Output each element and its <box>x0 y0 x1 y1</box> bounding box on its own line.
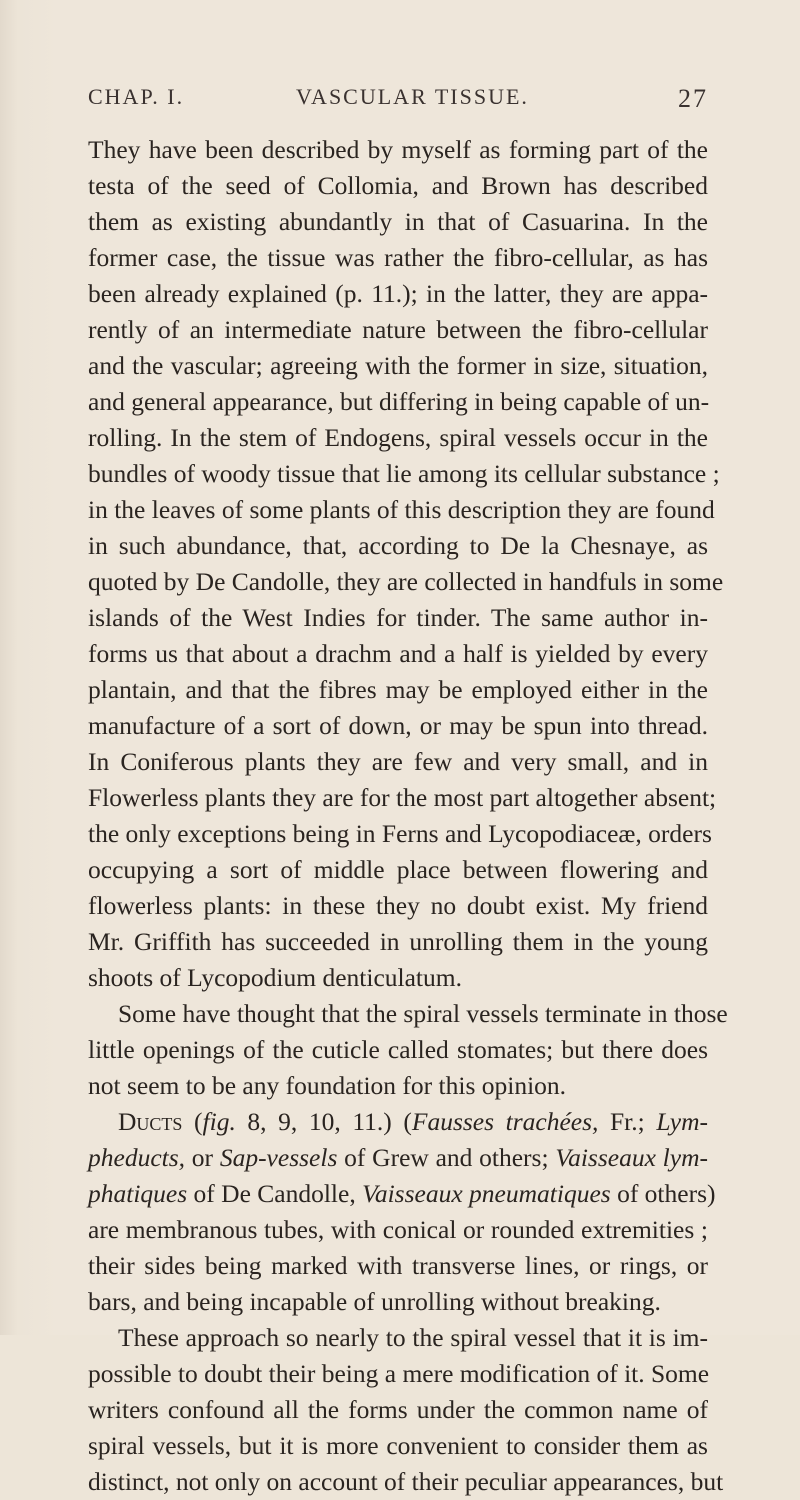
paragraph-3 <box>88 1104 716 1320</box>
section-title: VASCULAR TISSUE. <box>296 84 529 109</box>
text-line: spiral vessels, but it is more convenient to consider them as <box>88 1431 708 1460</box>
text-line: are membranous tubes, with conical or rounded extremities ; <box>88 1215 708 1244</box>
text-line: They have been described by myself as forming part of the <box>88 135 708 164</box>
text-line: These approach so nearly to the spiral vessel that it is im- <box>118 1323 708 1352</box>
text-line: bars, and being incapable of unrolling without breaking. <box>88 1287 661 1316</box>
paragraph-4 <box>88 1320 724 1500</box>
text-run-italic: pheducts, <box>88 1143 186 1172</box>
text-line: in the leaves of some plants of this description they are found <box>88 495 715 524</box>
text-run-italic: Lym- <box>656 1107 708 1136</box>
paragraph-1 <box>88 132 724 996</box>
running-head <box>88 84 708 118</box>
text-line: the only exceptions being in Ferns and Lycopodiaceæ, orders <box>88 819 712 848</box>
text-line: in such abundance, that, according to De la Chesnaye, as <box>88 531 708 560</box>
text-line: former case, the tissue was rather the fibro-cellular, as has <box>88 243 708 272</box>
page-number: 27 <box>678 84 708 113</box>
text-line <box>88 1104 708 1140</box>
text-line: bundles of woody tissue that lie among its cellular substance ; <box>88 459 720 488</box>
text-line: Mr. Griffith has succeeded in unrolling them in the young <box>88 927 708 956</box>
text-line: shoots of Lycopodium denticulatum. <box>88 963 462 992</box>
text-line: not seem to be any foundation for this opinion. <box>88 1071 567 1100</box>
chapter-label: CHAP. I. <box>88 84 185 109</box>
text-line: little openings of the cuticle called stomates; but there does <box>88 1035 708 1064</box>
text-line: and general appearance, but differing in being capable of un- <box>88 387 710 416</box>
text-run-italic: phatiques <box>88 1179 188 1208</box>
text-line: testa of the seed of Collomia, and Brown has described <box>88 171 708 200</box>
text-line: occupying a sort of middle place between flowering and <box>88 855 708 884</box>
text-line: In Coniferous plants they are few and very small, and in <box>88 747 708 776</box>
text-line: and the vascular; agreeing with the former in size, situation, <box>88 351 708 380</box>
text-run-italic: Sap-vessels <box>219 1143 338 1172</box>
text-run-italic: fig. <box>202 1107 236 1136</box>
text-line: Flowerless plants they are for the most part altogether absent; <box>88 783 717 812</box>
text-line: rolling. In the stem of Endogens, spiral vessels occur in the <box>88 423 708 452</box>
text-run-italic: Vaisseaux lym- <box>555 1143 708 1172</box>
text-run: Fr.; <box>598 1107 657 1136</box>
text-line: their sides being marked with transverse lines, or rings, or <box>88 1251 708 1280</box>
text-line: manufacture of a sort of down, or may be spun into thread. <box>88 711 708 740</box>
paragraph-2 <box>88 996 728 1104</box>
text-line <box>88 1140 708 1176</box>
text-line: quoted by De Candolle, they are collected in handfuls in some <box>88 567 724 596</box>
text-run-italic: Fausses trachées, <box>411 1107 599 1136</box>
text-line <box>88 1176 716 1212</box>
text-run: ( <box>182 1107 203 1136</box>
text-line: rently of an intermediate nature between the fibro-cellular <box>88 315 708 344</box>
text-line: been already explained (p. 11.); in the latter, they are appa- <box>88 279 708 308</box>
text-run: 8, 9, 10, 11.) ( <box>235 1107 412 1136</box>
text-line: possible to doubt their being a mere modification of it. Some <box>88 1359 710 1388</box>
text-run: of De Candolle, <box>187 1179 363 1208</box>
text-run-italic: Vaisseaux pneumatiques <box>362 1179 611 1208</box>
text-line: Some have thought that the spiral vessels terminate in those <box>118 999 728 1028</box>
text-line: flowerless plants: in these they no doubt exist. My friend <box>88 891 708 920</box>
text-line: islands of the West Indies for tinder. The same author in- <box>88 603 708 632</box>
text-line: writers confound all the forms under the common name of <box>88 1395 708 1424</box>
text-line: plantain, and that the fibres may be employed either in the <box>88 675 708 704</box>
text-run: of Grew and others; <box>337 1143 556 1172</box>
text-line: them as existing abundantly in that of Casuarina. In the <box>88 207 708 236</box>
body-text <box>88 132 728 1500</box>
term-heading: Ducts <box>118 1107 183 1136</box>
text-run: of others) <box>610 1179 716 1208</box>
text-line: distinct, not only on account of their peculiar appearances, but <box>88 1467 724 1496</box>
text-line: forms us that about a drachm and a half is yielded by every <box>88 639 708 668</box>
text-run: or <box>185 1143 220 1172</box>
